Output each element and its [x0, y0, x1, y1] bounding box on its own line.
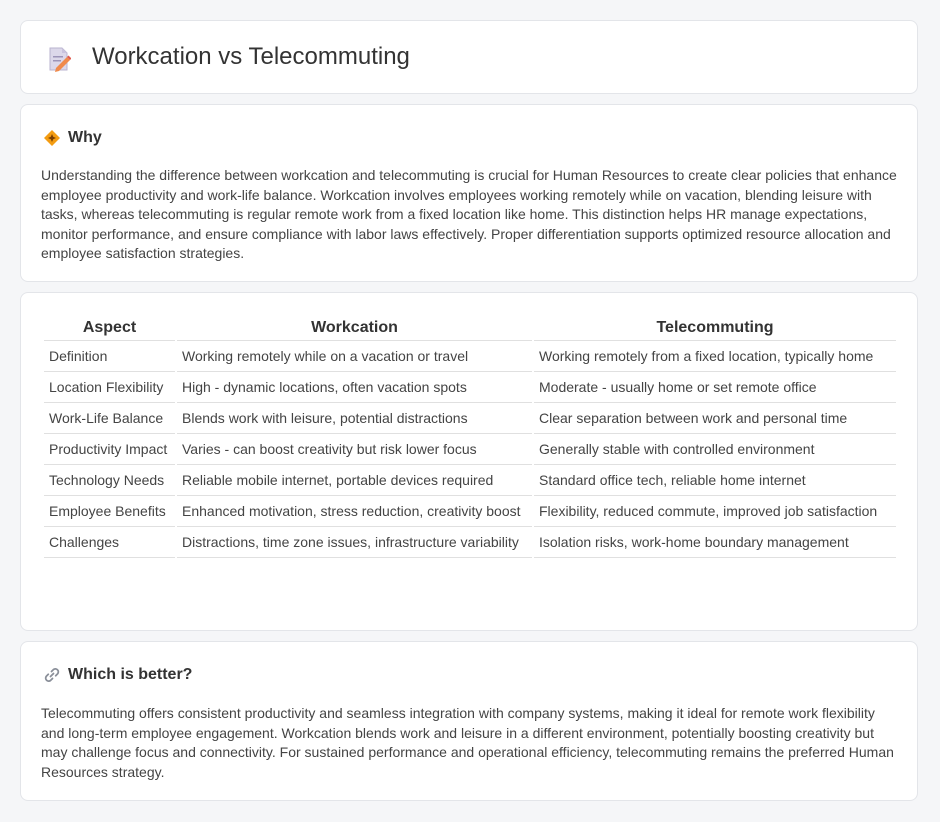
- table-row: [44, 403, 896, 434]
- cell-workcation: Reliable mobile internet, portable devices required: [177, 465, 532, 496]
- cell-aspect: Location Flexibility: [44, 372, 175, 403]
- cell-aspect: Technology Needs: [44, 465, 175, 496]
- why-text: Understanding the difference between workcation and telecommuting is crucial for Human Resources to create clear policies that enhance employee productivity and work-life balance. Workcation involves employees working remotely while on vacation, blending leisure with tasks, whereas telecommuting is regular remote work from a fixed location like home. This distinction helps HR manage expectations, monitor performance, and ensure compliance with labor laws effectively. Proper differentiation supports optimized resource allocation and employee satisfaction strategies.: [41, 167, 897, 261]
- cell-telecommuting: Moderate - usually home or set remote office: [534, 372, 896, 403]
- why-heading: Why: [68, 129, 102, 146]
- cell-workcation: Working remotely while on a vacation or travel: [177, 341, 532, 372]
- cell-workcation: Distractions, time zone issues, infrastructure variability: [177, 527, 532, 558]
- cell-aspect: Productivity Impact: [44, 434, 175, 465]
- header-card: [20, 20, 918, 94]
- comparison-table: [42, 313, 898, 558]
- why-heading-row: [43, 127, 102, 149]
- cell-aspect: Work-Life Balance: [44, 403, 175, 434]
- better-heading-row: [43, 664, 192, 686]
- table-row: [44, 341, 896, 372]
- table-header-row: [44, 313, 896, 341]
- page-title: Workcation vs Telecommuting: [92, 43, 410, 70]
- better-heading: Which is better?: [68, 666, 193, 683]
- cell-workcation: Enhanced motivation, stress reduction, creativity boost: [177, 496, 532, 527]
- cell-aspect: Challenges: [44, 527, 175, 558]
- why-section: [20, 104, 918, 282]
- better-text: Telecommuting offers consistent productivity and seamless integration with company systems, making it ideal for remote work flexibility and long-term employee engagement. Workcation blends work and leisure in a different environment, potentially boosting creativity but may challenge focus and connectivity. For sustained performance and operational efficiency, telecommuting remains the preferred Human Resources strategy.: [41, 705, 894, 780]
- header-telecommuting: Telecommuting: [534, 313, 896, 341]
- table-row: [44, 465, 896, 496]
- cell-telecommuting: Clear separation between work and personal time: [534, 403, 896, 434]
- link-icon: [43, 666, 61, 684]
- cell-workcation: Varies - can boost creativity but risk lower focus: [177, 434, 532, 465]
- table-row: [44, 434, 896, 465]
- document-pencil-icon: [47, 46, 71, 72]
- cell-aspect: Definition: [44, 341, 175, 372]
- cell-telecommuting: Working remotely from a fixed location, typically home: [534, 341, 896, 372]
- cell-workcation: High - dynamic locations, often vacation spots: [177, 372, 532, 403]
- table-row: [44, 527, 896, 558]
- comparison-section: [20, 292, 918, 631]
- cell-telecommuting: Flexibility, reduced commute, improved job satisfaction: [534, 496, 896, 527]
- header-workcation: Workcation: [177, 313, 532, 341]
- table-row: [44, 496, 896, 527]
- cell-telecommuting: Generally stable with controlled environment: [534, 434, 896, 465]
- diamond-sparkle-icon: [43, 129, 61, 147]
- cell-workcation: Blends work with leisure, potential distractions: [177, 403, 532, 434]
- table-row: [44, 372, 896, 403]
- which-better-section: [20, 641, 918, 801]
- cell-telecommuting: Standard office tech, reliable home internet: [534, 465, 896, 496]
- header-aspect: Aspect: [44, 313, 175, 341]
- cell-aspect: Employee Benefits: [44, 496, 175, 527]
- cell-telecommuting: Isolation risks, work-home boundary management: [534, 527, 896, 558]
